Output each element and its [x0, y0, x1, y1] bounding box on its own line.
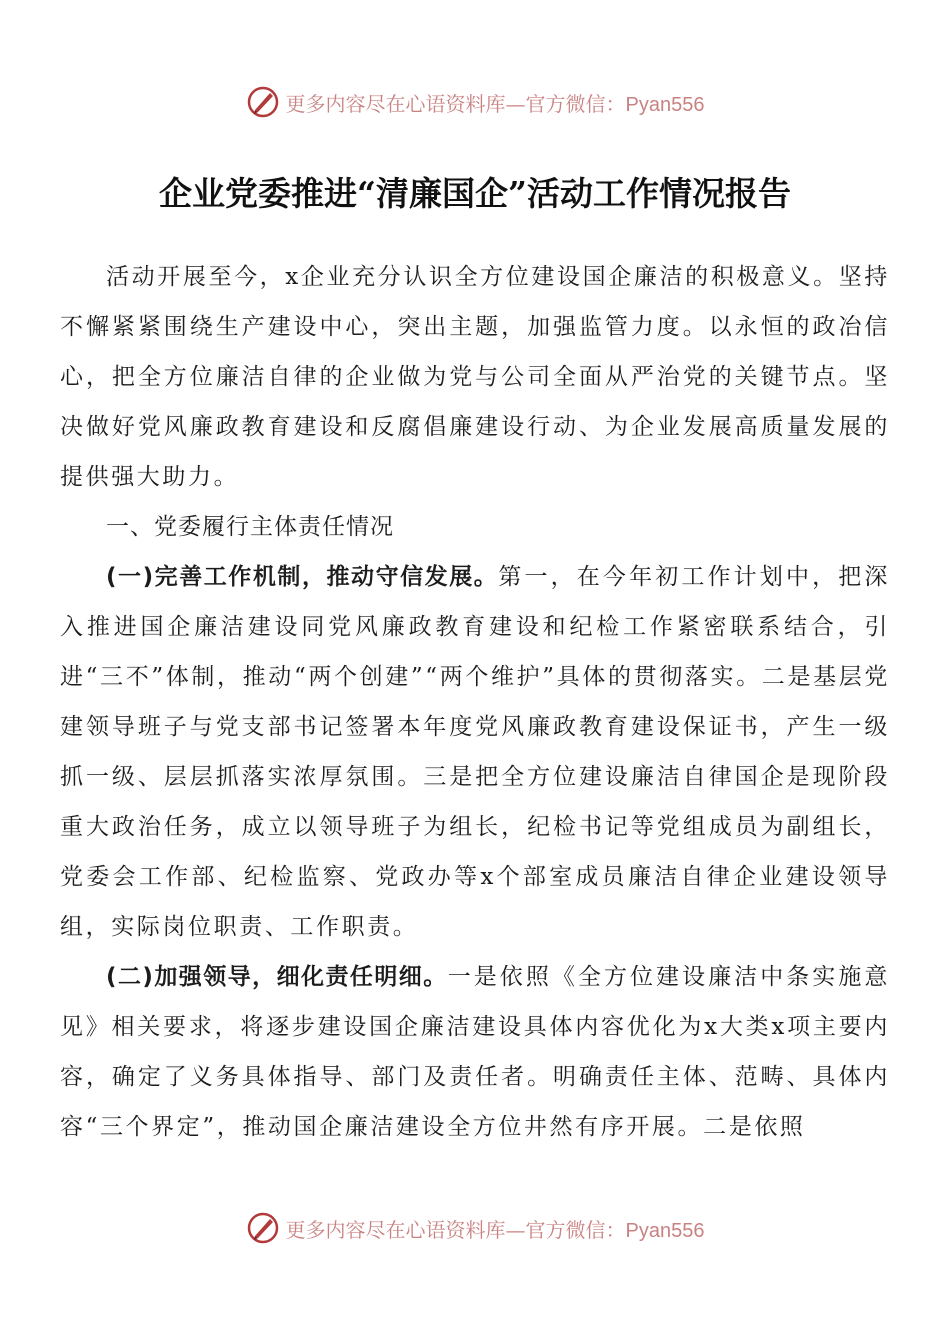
item-2-body: 一是依照《全方位建设廉洁中条实施意见》相关要求，将逐步建设国企廉洁建设具体内容优化为x大类x项主要内容，确定了义务具体指导、部门及责任者。明确责任主体、范畴、具体内容“三个界定”，推动国企廉洁建设全方位井然有序开展。二是依照: [60, 964, 890, 1140]
watermark-text: 更多内容尽在心语资料库—官方微信：Pyan556: [285, 91, 705, 116]
header-watermark-banner: [0, 82, 950, 122]
pen-in-circle-logo-icon: [246, 1211, 280, 1245]
item-2-lead: (二)加强领导，细化责任明细。: [106, 964, 448, 990]
document-body: [60, 252, 890, 1152]
intro-paragraph: 活动开展至今，x企业充分认识全方位建设国企廉洁的积极意义。坚持不懈紧紧围绕生产建设中心，突出主题，加强监管力度。以永恒的政冶信心，把全方位廉洁自律的企业做为党与公司全面从严治党的关键节点。坚决做好党风廉政教育建设和反腐倡廉建设行动、为企业发展高质量发展的提供强大助力。: [60, 264, 890, 490]
pen-in-circle-logo-icon: [246, 85, 280, 119]
item-1-lead: (一)完善工作机制，推动守信发展。: [106, 564, 499, 590]
watermark-text: 更多内容尽在心语资料库—官方微信：Pyan556: [285, 1217, 705, 1242]
footer-watermark-banner: [0, 1208, 950, 1248]
section-heading: 一、党委履行主体责任情况: [106, 514, 394, 540]
document-title: 企业党委推进“清廉国企”活动工作情况报告: [159, 174, 791, 213]
item-1-body: 第一，在今年初工作计划中，把深入推进国企廉洁建设同党风廉政教育建设和纪检工作紧密联系结合，引进“三不”体制，推动“两个创建”“两个维护”具体的贯彻落实。二是基层党建领导班子与党支部书记签署本年度党风廉政教育建设保证书，产生一级抓一级、层层抓落实浓厚氛围。三是把全方位建设廉洁自律国企是现阶段重大政治任务，成立以领导班子为组长，纪检书记等党组成员为副组长，党委会工作部、纪检监察、党政办等x个部室成员廉洁自律企业建设领导组，实际岗位职责、工作职责。: [60, 564, 891, 940]
item-1-paragraph: [60, 552, 890, 952]
item-2-paragraph: [60, 952, 890, 1152]
